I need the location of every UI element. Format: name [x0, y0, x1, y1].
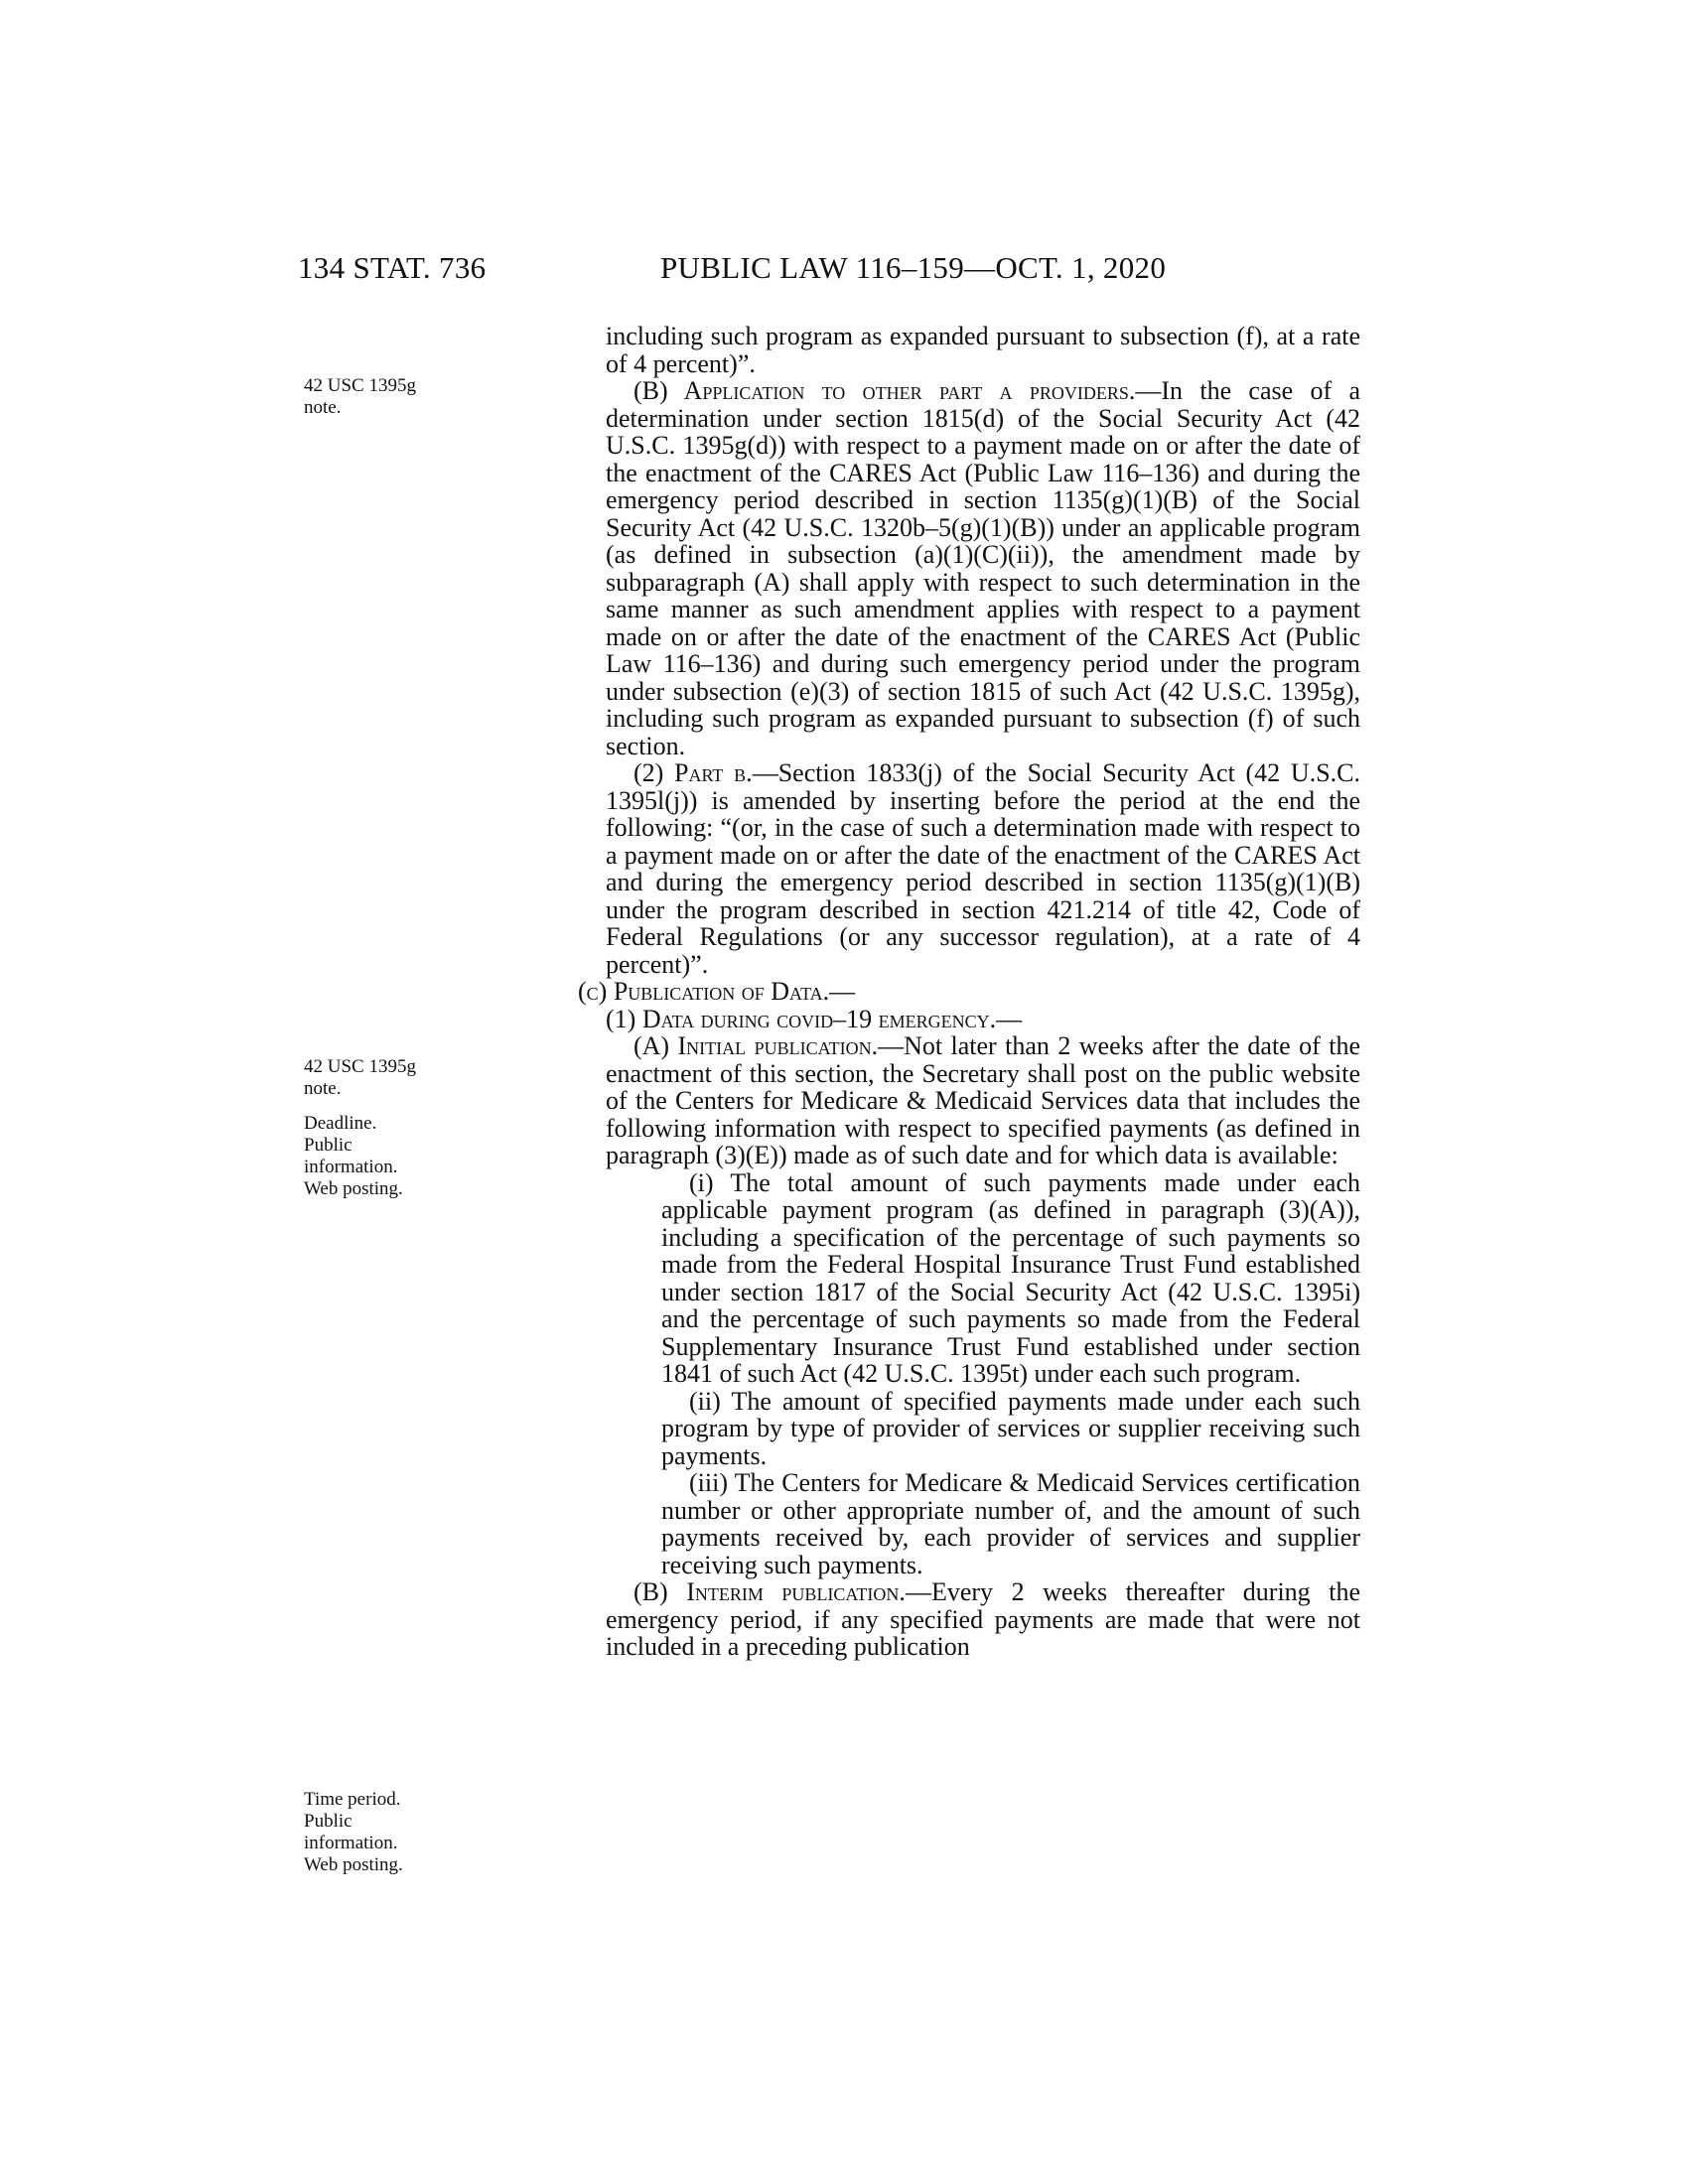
subparagraph-heading: (B) Interim publication.	[633, 1577, 906, 1606]
margin-note-2: 42 USC 1395g note.	[304, 1056, 416, 1099]
subparagraph-heading: (B) Application to other part a providers.	[633, 376, 1136, 405]
running-head: PUBLIC LAW 116–159—OCT. 1, 2020	[660, 250, 1167, 285]
paragraph-b-part-a-providers: (B) Application to other part a providers.—In the case of a determination under section 1815(d) of the Social Security Act (42 U.S.C. 1395g(d)) with respect to a payment made on or after the date of the enactment of the CARES Act (Public Law 116–136) and during the emergency period described in section 1135(g)(1)(B) of the Social Security Act (42 U.S.C. 1320b–5(g)(1)(B)) under an applicable program (as defined in subsection (a)(1)(C)(ii)), the amendment made by subparagraph (A) shall apply with respect to such determination in the same manner as such amendment applies with respect to a payment made on or after the date of the enactment of the CARES Act (Public Law 116–136) and during such emergency period under the program under subsection (e)(3) of section 1815 of such Act (42 U.S.C. 1395g), including such program as expanded pursuant to subsection (f) of such section.	[606, 376, 1361, 760]
margin-note-4: Time period. Public information. Web posting.	[304, 1789, 403, 1875]
clause-i: (i) The total amount of such payments made under each applicable payment program (as defined in paragraph (3)(A)), including a specification of the percentage of such payments so made from the Federal Hospital Insurance Trust Fund established under section 1817 of the Social Security Act (42 U.S.C. 1395i) and the percentage of such payments so made from the Federal Supplementary Insurance Trust Fund established under section 1841 of such Act (42 U.S.C. 1395t) under each such program.	[661, 1167, 1360, 1388]
clause-ii: (ii) The amount of specified payments made under each such program by type of provider of services or supplier receiving such payments.	[661, 1386, 1360, 1470]
paragraph-heading: (2) Part b.	[633, 758, 753, 787]
subparagraph-heading: (A) Initial publication.	[633, 1031, 879, 1060]
margin-note-3: Deadline. Public information. Web posting.	[304, 1113, 403, 1199]
paragraph-1-heading: (1) Data during covid–19 emergency.—	[606, 1004, 1023, 1033]
subsection-c-heading: (c) Publication of Data.—	[578, 977, 856, 1006]
statute-text	[578, 322, 1361, 1661]
margin-note-1: 42 USC 1395g note.	[304, 375, 416, 418]
page-citation: 134 STAT. 736	[298, 250, 487, 285]
paragraph-b-interim-publication: (B) Interim publication.—Every 2 weeks thereafter during the emergency period, if any specified payments are made that were not included in a preceding publication	[606, 1577, 1360, 1661]
paragraph-a-initial-publication: (A) Initial publication.—Not later than 2 weeks after the date of the enactment of this section, the Secretary shall post on the public website of the Centers for Medicare & Medicaid Services data that includes the following information with respect to specified payments (as defined in paragraph (3)(E)) made as of such date and for which data is available:	[606, 1031, 1360, 1169]
clause-iii: (iii) The Centers for Medicare & Medicaid Services certification number or other appropriate number of, and the amount of such payments received by, each provider of services and supplier receiving such payments.	[661, 1468, 1360, 1579]
paragraph-2-part-b: (2) Part b.—Section 1833(j) of the Social Security Act (42 U.S.C. 1395l(j)) is amended by inserting before the period at the end the following: “(or, in the case of such a determination made with respect to a payment made on or after the date of the enactment of the CARES Act and during the emergency period described in section 1135(g)(1)(B) under the program described in section 421.214 of title 42, Code of Federal Regulations (or any successor regulation), at a rate of 4 percent)”.	[606, 758, 1360, 979]
paragraph-continuation: including such program as expanded pursuant to subsection (f), at a rate of 4 percent)”.	[606, 322, 1360, 378]
